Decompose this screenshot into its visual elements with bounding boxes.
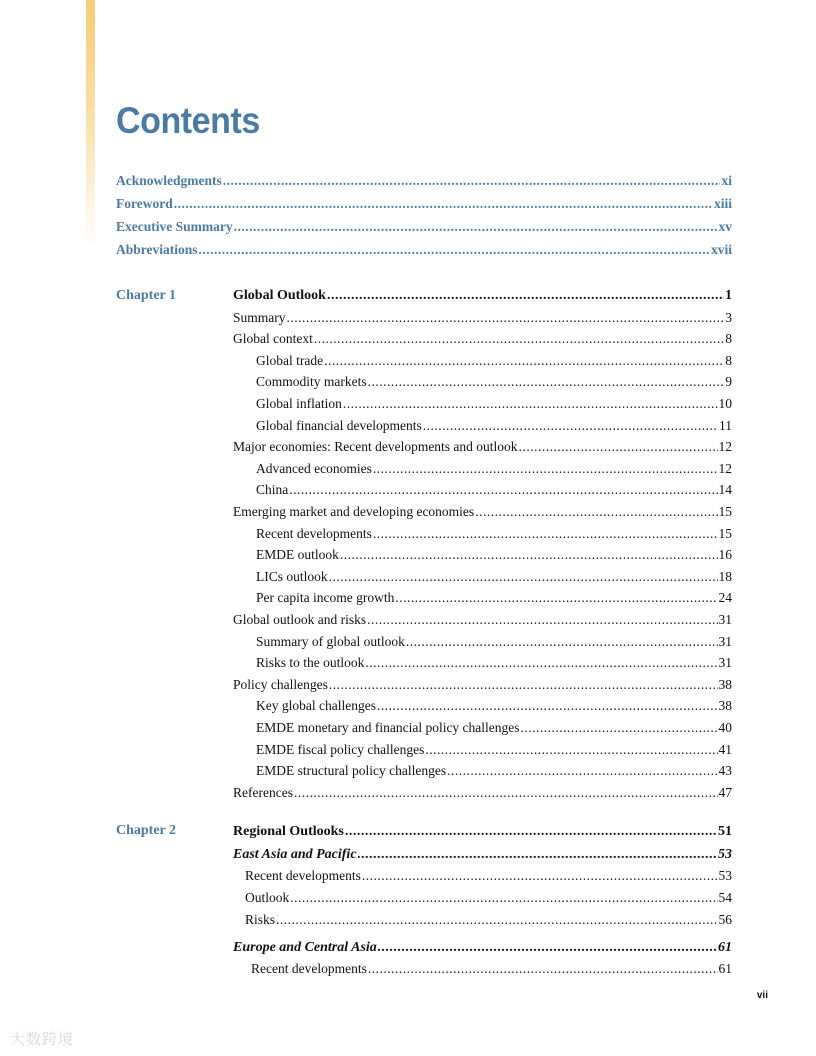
toc-entry-page: xiii: [713, 196, 732, 211]
toc-entry-page: 16: [718, 547, 732, 562]
toc-entry-page: 9: [725, 374, 732, 389]
toc-entry[interactable]: [233, 675, 732, 695]
toc-entry[interactable]: [245, 888, 732, 908]
toc-entry-page: 8: [725, 331, 732, 346]
toc-entry[interactable]: [256, 545, 732, 565]
toc-entry[interactable]: [256, 761, 732, 781]
toc-entry-page: 61: [718, 940, 732, 955]
toc-entry-label: Recent developments: [251, 961, 367, 976]
toc-entry[interactable]: [256, 416, 732, 436]
dot-leader: [406, 632, 718, 652]
toc-entry[interactable]: [256, 459, 732, 479]
dot-leader: [287, 308, 725, 328]
toc-entry[interactable]: [256, 740, 732, 760]
dot-leader: [329, 567, 718, 587]
toc-entry[interactable]: [256, 718, 732, 738]
toc-entry-page: 38: [718, 677, 732, 692]
toc-entry-page: 31: [718, 634, 732, 649]
toc-entry-page: 12: [718, 439, 732, 454]
toc-entry-label: Global context: [233, 331, 313, 346]
toc-entry[interactable]: [256, 632, 732, 652]
dot-leader: [365, 653, 717, 673]
dot-leader: [425, 740, 717, 760]
toc-entry-label: Major economies: Recent developments and outlook: [233, 439, 518, 454]
dot-leader: [294, 783, 718, 803]
toc-entry-label: Key global challenges: [256, 698, 376, 713]
dot-leader: [373, 524, 718, 544]
accent-bar: [86, 0, 95, 250]
toc-entry-label: Abbreviations: [116, 242, 198, 257]
toc-entry-page: 24: [718, 590, 732, 605]
dot-leader: [447, 761, 717, 781]
toc-entry[interactable]: [256, 351, 732, 371]
toc-entry[interactable]: [256, 394, 732, 414]
toc-entry-page: 38: [718, 698, 732, 713]
dot-leader: [378, 938, 717, 958]
toc-entry-page: 51: [718, 824, 732, 839]
toc-entry-label: Executive Summary: [116, 219, 233, 234]
toc-entry-page: 41: [718, 742, 732, 757]
toc-entry-label: East Asia and Pacific: [233, 847, 357, 862]
toc-entry-label: Emerging market and developing economies: [233, 504, 475, 519]
toc-entry[interactable]: [256, 567, 732, 587]
toc-entry[interactable]: [256, 588, 732, 608]
dot-leader: [395, 588, 717, 608]
dot-leader: [368, 959, 718, 979]
toc-entry-page: xv: [718, 219, 732, 234]
dot-leader: [519, 437, 718, 457]
toc-entry-page: 8: [725, 353, 732, 368]
dot-leader: [367, 610, 717, 630]
toc-entry-page: 15: [718, 526, 732, 541]
toc-entry-label: Acknowledgments: [116, 173, 222, 188]
toc-entry[interactable]: [245, 910, 732, 930]
toc-entry-label: Summary: [233, 310, 286, 325]
dot-leader: [290, 888, 717, 908]
toc-entry-page: 14: [718, 482, 732, 497]
dot-leader: [223, 171, 721, 191]
toc-entry[interactable]: [116, 194, 732, 214]
toc-entry[interactable]: [116, 240, 732, 260]
toc-entry-page: 12: [718, 461, 732, 476]
dot-leader: [314, 329, 724, 349]
dot-leader: [345, 822, 717, 842]
dot-leader: [362, 866, 718, 886]
toc-entry-label: Risks to the outlook: [256, 655, 365, 670]
page-title: Contents: [116, 100, 260, 141]
dot-leader: [199, 240, 710, 260]
toc-entry-label: Policy challenges: [233, 677, 328, 692]
toc-entry-label: Risks: [245, 912, 276, 927]
dot-leader: [373, 459, 718, 479]
dot-leader: [343, 394, 718, 414]
toc-entry-label: Europe and Central Asia: [233, 940, 377, 955]
toc-entry-label: Outlook: [245, 890, 290, 905]
toc-entry[interactable]: [245, 866, 732, 886]
toc-entry[interactable]: [233, 329, 732, 349]
toc-entry-label: Per capita income growth: [256, 590, 395, 605]
toc-entry[interactable]: [233, 437, 732, 457]
dot-leader: [358, 845, 717, 865]
toc-entry[interactable]: [251, 959, 732, 979]
page-number: vii: [756, 990, 768, 1001]
toc-entry[interactable]: [233, 845, 732, 865]
toc-entry-label: Recent developments: [245, 868, 361, 883]
toc-entry-page: 15: [718, 504, 732, 519]
toc-entry[interactable]: [256, 480, 732, 500]
toc-entry-page: 11: [719, 418, 732, 433]
toc-entry-label: Global inflation: [256, 396, 342, 411]
toc-entry-page: 43: [718, 763, 732, 778]
toc-entry-page: 10: [718, 396, 732, 411]
toc-entry-page: 1: [725, 288, 732, 303]
toc-entry[interactable]: [233, 502, 732, 522]
watermark: 大数跨境: [10, 1030, 75, 1048]
toc-entry-page: 31: [718, 612, 732, 627]
toc-entry-page: 53: [718, 868, 732, 883]
toc-entry-page: 40: [718, 720, 732, 735]
toc-entry[interactable]: [233, 938, 732, 958]
dot-leader: [377, 696, 718, 716]
toc-entry-page: 54: [718, 890, 732, 905]
dot-leader: [327, 286, 724, 306]
toc-entry[interactable]: [256, 696, 732, 716]
toc-entry-page: 47: [718, 785, 732, 800]
toc-entry-label: China: [256, 482, 289, 497]
dot-leader: [423, 416, 718, 436]
toc-entry[interactable]: [233, 286, 732, 306]
toc-entry-page: xvii: [710, 242, 732, 257]
toc-entry-label: EMDE monetary and financial policy challenges: [256, 720, 520, 735]
toc-entry-page: 18: [718, 569, 732, 584]
dot-leader: [174, 194, 713, 214]
toc-entry-label: EMDE fiscal policy challenges: [256, 742, 425, 757]
toc-entry-page: xi: [721, 173, 732, 188]
chapter-label: Chapter 1: [116, 288, 177, 303]
toc-entry-label: Summary of global outlook: [256, 634, 405, 649]
toc-entry-label: EMDE outlook: [256, 547, 339, 562]
toc-entry-label: Global trade: [256, 353, 324, 368]
toc-entry-page: 53: [718, 847, 732, 862]
dot-leader: [475, 502, 717, 522]
dot-leader: [324, 351, 724, 371]
toc-entry-label: Foreword: [116, 196, 173, 211]
toc-entry-label: Advanced economies: [256, 461, 372, 476]
toc-entry-page: 61: [718, 961, 732, 976]
toc-entry-label: Global outlook and risks: [233, 612, 367, 627]
dot-leader: [289, 480, 717, 500]
toc-entry[interactable]: [233, 610, 732, 630]
dot-leader: [521, 718, 718, 738]
toc-entry[interactable]: [233, 783, 732, 803]
chapter-label: Chapter 2: [116, 823, 177, 838]
toc-entry-label: EMDE structural policy challenges: [256, 763, 447, 778]
dot-leader: [340, 545, 718, 565]
toc-entry[interactable]: [256, 524, 732, 544]
toc-entry-page: 56: [718, 912, 732, 927]
toc-entry[interactable]: [116, 171, 732, 191]
dot-leader: [329, 675, 718, 695]
toc-entry[interactable]: [256, 653, 732, 673]
toc-entry-label: Regional Outlooks: [233, 824, 344, 839]
toc-entry-label: References: [233, 785, 293, 800]
toc-entry[interactable]: [116, 217, 732, 237]
dot-leader: [234, 217, 718, 237]
toc-entry-label: Global Outlook: [233, 288, 326, 303]
toc-entry[interactable]: [233, 822, 732, 842]
toc-entry-label: LICs outlook: [256, 569, 328, 584]
toc-entry[interactable]: [233, 308, 732, 328]
toc-entry-label: Global financial developments: [256, 418, 422, 433]
toc-entry[interactable]: [256, 372, 732, 392]
dot-leader: [368, 372, 725, 392]
toc-entry-page: 3: [725, 310, 732, 325]
dot-leader: [276, 910, 717, 930]
toc-entry-label: Recent developments: [256, 526, 372, 541]
toc-entry-label: Commodity markets: [256, 374, 367, 389]
toc-entry-page: 31: [718, 655, 732, 670]
